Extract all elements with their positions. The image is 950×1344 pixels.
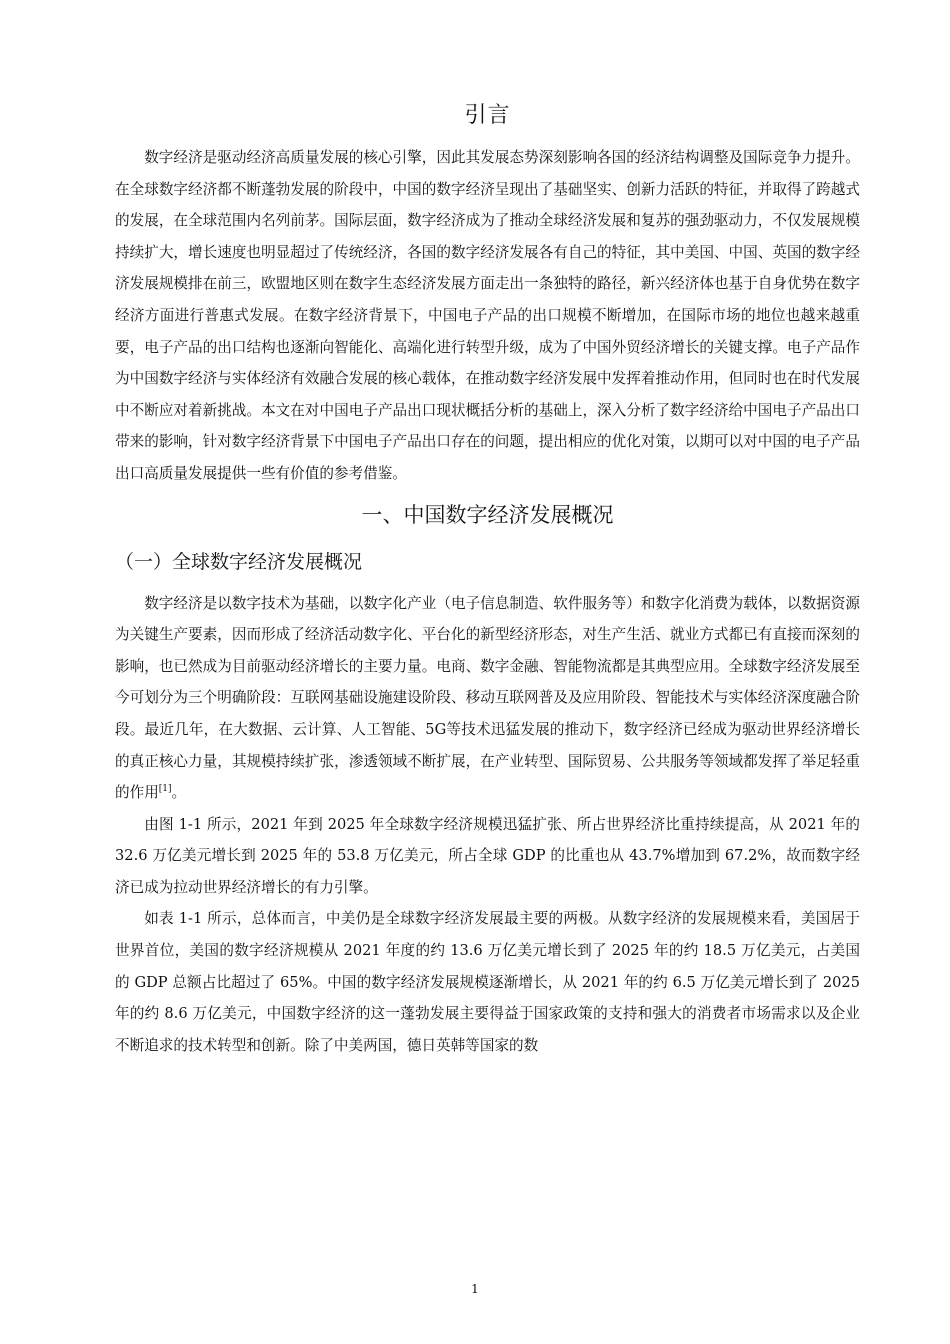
intro-paragraph: 数字经济是驱动经济高质量发展的核心引擎，因此其发展态势深刻影响各国的经济结构调整及国际竞争力提升。在全球数字经济都不断蓬勃发展的阶段中，中国的数字经济呈现出了基础坚实、创新力活跃的特征，并取得了跨越式的发展，在全球范围内名列前茅。国际层面，数字经济成为了推动全球经济发展和复苏的强劲驱动力，不仅发展规模持续扩大，增长速度也明显超过了传统经济，各国的数字经济发展各有自己的特征，其中美国、中国、英国的数字经济发展规模排在前三，欧盟地区则在数字生态经济发展方面走出一条独特的路径，新兴经济体也基于自身优势在数字经济方面进行普惠式发展。在数字经济背景下，中国电子产品的出口规模不断增加，在国际市场的地位也越来越重要，电子产品的出口结构也逐渐向智能化、高端化进行转型升级，成为了中国外贸经济增长的关键支撑。电子产品作为中国数字经济与实体经济有效融合发展的核心载体，在推动数字经济发展中发挥着推动作用，但同时也在时代发展中不断应对着新挑战。本文在对中国电子产品出口现状概括分析的基础上，深入分析了数字经济给中国电子产品出口带来的影响，针对数字经济背景下中国电子产品出口存在的问题，提出相应的优化对策，以期可以对中国的电子产品出口高质量发展提供一些有价值的参考借鉴。 (115, 149, 860, 482)
subsection-heading: （一）全球数字经济发展概况 (115, 550, 363, 573)
citation-ref[interactable]: [1] (158, 784, 172, 795)
page-title: 引言 (464, 103, 511, 128)
body-paragraph-2: 由图 1-1 所示，2021 年到 2025 年全球数字经济规模迅猛扩张、所占世界经济比重持续提高，从 2021 年的 32.6 万亿美元增长到 2025 年的 53.8 万亿美元，所占全球 GDP 的比重也从 43.7%增加到 67.2%，故而数字经济已成为拉动世界经济增长的有力引擎。 (115, 815, 860, 896)
section-heading: 一、中国数字经济发展概况 (361, 502, 614, 527)
body-paragraph-1 (115, 588, 860, 809)
body-paragraph-3: 如表 1-1 所示，总体而言，中美仍是全球数字经济发展最主要的两极。从数字经济的发展规模来看，美国居于世界首位，美国的数字经济规模从 2021 年度的约 13.6 万亿美元增长到了 2025 年的约 18.5 万亿美元，占美国的 GDP 总额占比超过了 65%。中国的数字经济发展规模逐渐增长，从 2021 年的约 6.5 万亿美元增长到了 2025 年的约 8.6 万亿美元，中国数字经济的这一蓬勃发展主要得益于国家政策的支持和强大的消费者市场需求以及企业不断追求的技术转型和创新。除了中美两国，德日英韩等国家的数 (115, 910, 860, 1054)
body-paragraph-1-text: 数字经济是以数字技术为基础，以数字化产业（电子信息制造、软件服务等）和数字化消费为载体，以数据资源为关键生产要素，因而形成了经济活动数字化、平台化的新型经济形态，对生产生活、就业方式都已有直接而深刻的影响，也已然成为目前驱动经济增长的主要力量。电商、数字金融、智能物流都是其典型应用。全球数字经济发展至今可划分为三个明确阶段：互联网基础设施建设阶段、移动互联网普及及应用阶段、智能技术与实体经济深度融合阶段。最近几年，在大数据、云计算、人工智能、5G等技术迅猛发展的推动下，数字经济已经成为驱动世界经济增长的真正核心力量，其规模持续扩张，渗透领域不断扩展，在产业转型、国际贸易、公共服务等领域都发挥了举足轻重的作用 (115, 594, 860, 802)
page-content (115, 96, 860, 1061)
body-paragraph-1-end: 。 (171, 784, 187, 802)
page-number: 1 (471, 1282, 479, 1296)
